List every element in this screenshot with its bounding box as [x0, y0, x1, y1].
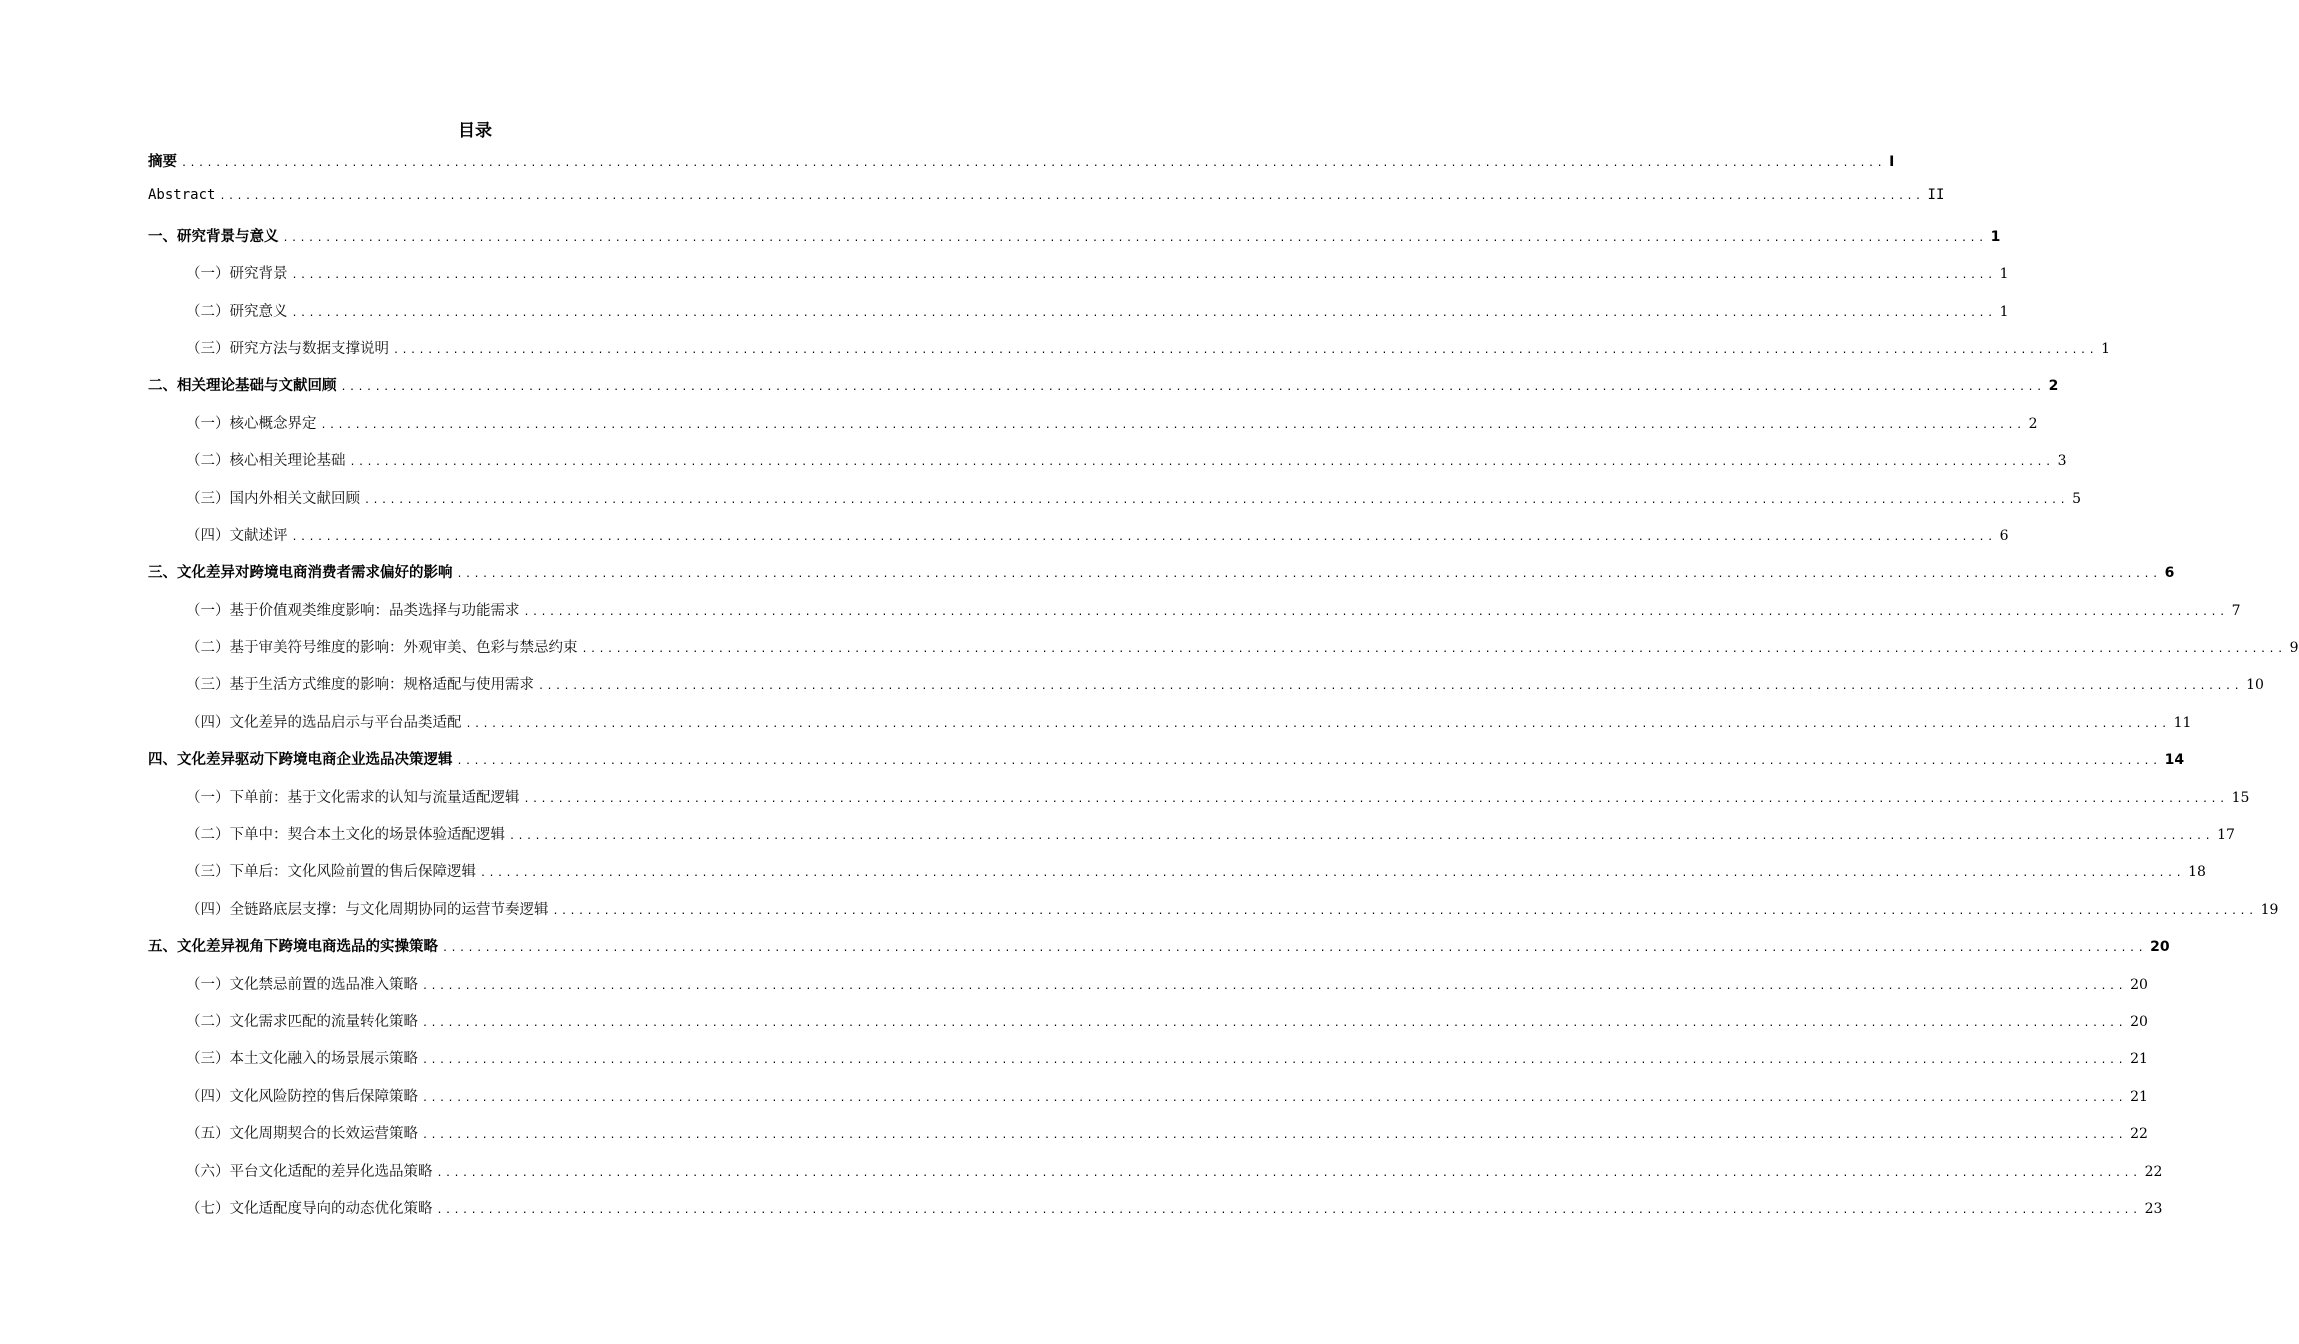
- toc-entry-label: （七）文化适配度导向的动态优化策略: [186, 1200, 433, 1217]
- toc-entry[interactable]: [148, 860, 2206, 897]
- toc-entry[interactable]: [148, 973, 2148, 1010]
- toc-entry[interactable]: [148, 187, 1945, 224]
- toc-entry-label: （四）文化风险防控的售后保障策略: [186, 1088, 418, 1105]
- toc-leader-dots: ........................................................................................................................................................................................................: [282, 232, 1987, 244]
- toc-entry-page-number: 1: [1990, 228, 2001, 245]
- toc-entry-label: （一）研究背景: [186, 266, 288, 283]
- toc-entry[interactable]: [148, 748, 2185, 785]
- toc-entry-page-number: 7: [2231, 602, 2241, 619]
- toc-entry-page-number: II: [1927, 187, 1945, 204]
- toc-entry[interactable]: [148, 262, 2009, 299]
- toc-entry-label: （三）基于生活方式维度的影响：规格适配与使用需求: [186, 677, 534, 694]
- toc-entry-label: （四）文化差异的选品启示与平台品类适配: [186, 714, 462, 731]
- toc-entry-page-number: 11: [2173, 714, 2192, 731]
- toc-entry-page-number: 6: [1999, 527, 2009, 544]
- toc-entry[interactable]: [148, 1197, 2163, 1234]
- toc-leader-dots: ........................................................................................................................................................................................................: [349, 457, 2054, 469]
- toc-entry-label: （五）文化周期契合的长效运营策略: [186, 1126, 418, 1143]
- toc-entry-label: 一、研究背景与意义: [148, 228, 279, 245]
- toc-entry[interactable]: [148, 1122, 2148, 1159]
- toc-leader-dots: ........................................................................................................................................................................................................: [436, 1167, 2141, 1179]
- toc-entry-page-number: 2: [2028, 415, 2038, 432]
- toc-entry-label: 四、文化差异驱动下跨境电商企业选品决策逻辑: [148, 752, 453, 769]
- toc-entry-label: 五、文化差异视角下跨境电商选品的实操策略: [148, 939, 438, 956]
- toc-leader-dots: ........................................................................................................................................................................................................: [422, 1092, 2127, 1104]
- toc-leader-dots: ........................................................................................................................................................................................................: [523, 606, 2228, 618]
- toc-entry-label: （一）核心概念界定: [186, 415, 317, 432]
- toc-entry-label: Abstract: [148, 187, 216, 204]
- toc-entry-label: （三）下单后：文化风险前置的售后保障逻辑: [186, 864, 476, 881]
- toc-entry-page-number: 20: [2150, 939, 2170, 956]
- toc-leader-dots: ........................................................................................................................................................................................................: [291, 531, 1996, 543]
- toc-entry-page-number: 3: [2057, 453, 2067, 470]
- toc-entry-page-number: 22: [2130, 1126, 2148, 1143]
- toc-leader-dots: ........................................................................................................................................................................................................: [456, 756, 2161, 768]
- toc-entry[interactable]: [148, 374, 2059, 411]
- toc-entry[interactable]: [148, 487, 2082, 524]
- toc-entry-page-number: 23: [2144, 1200, 2163, 1217]
- toc-entry-label: （二）下单中：契合本土文化的场景体验适配逻辑: [186, 827, 505, 844]
- toc-entry-label: （三）国内外相关文献回顾: [186, 490, 360, 507]
- toc-entry-page-number: 21: [2130, 1051, 2148, 1068]
- toc-leader-dots: ........................................................................................................................................................................................................: [552, 905, 2257, 917]
- toc-leader-dots: ........................................................................................................................................................................................................: [456, 569, 2161, 581]
- toc-leader-dots: ........................................................................................................................................................................................................: [436, 1204, 2141, 1216]
- toc-leader-dots: ........................................................................................................................................................................................................: [442, 943, 2147, 955]
- toc-leader-dots: ........................................................................................................................................................................................................: [480, 868, 2185, 880]
- toc-leader-dots: ........................................................................................................................................................................................................: [364, 494, 2069, 506]
- toc-entry[interactable]: [148, 225, 2001, 262]
- toc-leader-dots: ........................................................................................................................................................................................................: [509, 831, 2214, 843]
- toc-entry-label: （三）研究方法与数据支撑说明: [186, 340, 389, 357]
- toc-leader-dots: ........................................................................................................................................................................................................: [291, 307, 1996, 319]
- toc-entry-label: （二）基于审美符号维度的影响：外观审美、色彩与禁忌约束: [186, 640, 578, 657]
- toc-entry-page-number: 2: [2048, 378, 2059, 395]
- toc-entry-page-number: 6: [2164, 565, 2175, 582]
- toc-leader-dots: ........................................................................................................................................................................................................: [422, 1017, 2127, 1029]
- toc-entry[interactable]: [148, 300, 2009, 337]
- toc-entry-label: 摘要: [148, 154, 177, 170]
- toc-entry-page-number: 17: [2217, 827, 2235, 844]
- toc-entry-label: （二）研究意义: [186, 303, 288, 320]
- toc-leader-dots: ........................................................................................................................................................................................................: [523, 793, 2228, 805]
- toc-entry-page-number: 20: [2130, 976, 2148, 993]
- toc-entry[interactable]: [148, 786, 2250, 823]
- toc-leader-dots: ........................................................................................................................................................................................................: [422, 980, 2127, 992]
- toc-entry-page-number: 1: [2101, 340, 2111, 357]
- toc-entry[interactable]: [148, 337, 2111, 374]
- toc-leader-dots: ........................................................................................................................................................................................................: [219, 191, 1924, 203]
- toc-entry-page-number: 1: [1999, 266, 2009, 283]
- toc-entry-label: （一）下单前：基于文化需求的认知与流量适配逻辑: [186, 789, 520, 806]
- toc-leader-dots: ........................................................................................................................................................................................................: [320, 419, 2025, 431]
- toc-entry[interactable]: [148, 150, 1895, 187]
- toc-entry-label: （三）本土文化融入的场景展示策略: [186, 1051, 418, 1068]
- toc-entry-label: （四）全链路底层支撑：与文化周期协同的运营节奏逻辑: [186, 901, 549, 918]
- toc-leader-dots: ........................................................................................................................................................................................................: [538, 681, 2243, 693]
- toc-entry[interactable]: [148, 524, 2009, 561]
- toc-leader-dots: ........................................................................................................................................................................................................: [422, 1055, 2127, 1067]
- toc-entry-page-number: 9: [2289, 640, 2299, 657]
- toc-title: 目录: [458, 121, 492, 141]
- toc-leader-dots: ........................................................................................................................................................................................................: [422, 1130, 2127, 1142]
- toc-entry-label: （四）文献述评: [186, 527, 288, 544]
- toc-list: [148, 150, 2299, 1234]
- toc-entry[interactable]: [148, 599, 2241, 636]
- toc-entry[interactable]: [148, 561, 2175, 598]
- toc-entry-label: （一）文化禁忌前置的选品准入策略: [186, 976, 418, 993]
- toc-entry-label: （二）核心相关理论基础: [186, 453, 346, 470]
- toc-leader-dots: ........................................................................................................................................................................................................: [181, 158, 1886, 169]
- toc-entry[interactable]: [148, 412, 2038, 449]
- toc-entry[interactable]: [148, 1047, 2148, 1084]
- toc-entry[interactable]: [148, 1160, 2163, 1197]
- toc-leader-dots: ........................................................................................................................................................................................................: [393, 344, 2098, 356]
- toc-entry-page-number: 21: [2130, 1088, 2148, 1105]
- toc-entry[interactable]: [148, 935, 2170, 972]
- toc-entry-page-number: 5: [2072, 490, 2082, 507]
- toc-entry-page-number: 20: [2130, 1013, 2148, 1030]
- toc-entry-page-number: 15: [2231, 789, 2250, 806]
- toc-entry-page-number: 18: [2188, 864, 2206, 881]
- toc-leader-dots: ........................................................................................................................................................................................................: [581, 644, 2286, 656]
- toc-entry[interactable]: [148, 449, 2067, 486]
- toc-entry-page-number: 10: [2246, 677, 2264, 694]
- toc-entry-label: （六）平台文化适配的差异化选品策略: [186, 1163, 433, 1180]
- toc-leader-dots: ........................................................................................................................................................................................................: [465, 718, 2170, 730]
- toc-leader-dots: ........................................................................................................................................................................................................: [291, 270, 1996, 282]
- toc-entry-page-number: 19: [2260, 901, 2279, 918]
- toc-entry-label: （二）文化需求匹配的流量转化策略: [186, 1013, 418, 1030]
- toc-entry-page-number: I: [1889, 154, 1895, 170]
- toc-entry-page-number: 1: [1999, 303, 2009, 320]
- toc-entry[interactable]: [148, 823, 2235, 860]
- toc-entry-label: 三、文化差异对跨境电商消费者需求偏好的影响: [148, 565, 453, 582]
- toc-entry-label: 二、相关理论基础与文献回顾: [148, 378, 337, 395]
- toc-entry-label: （一）基于价值观类维度影响：品类选择与功能需求: [186, 602, 520, 619]
- toc-entry[interactable]: [148, 711, 2192, 748]
- toc-entry[interactable]: [148, 1085, 2148, 1122]
- toc-entry-page-number: 22: [2144, 1163, 2163, 1180]
- toc-entry[interactable]: [148, 1010, 2148, 1047]
- toc-entry[interactable]: [148, 636, 2299, 673]
- toc-entry-page-number: 14: [2164, 752, 2185, 769]
- toc-entry[interactable]: [148, 898, 2279, 935]
- toc-leader-dots: ........................................................................................................................................................................................................: [340, 382, 2045, 394]
- toc-entry[interactable]: [148, 673, 2264, 710]
